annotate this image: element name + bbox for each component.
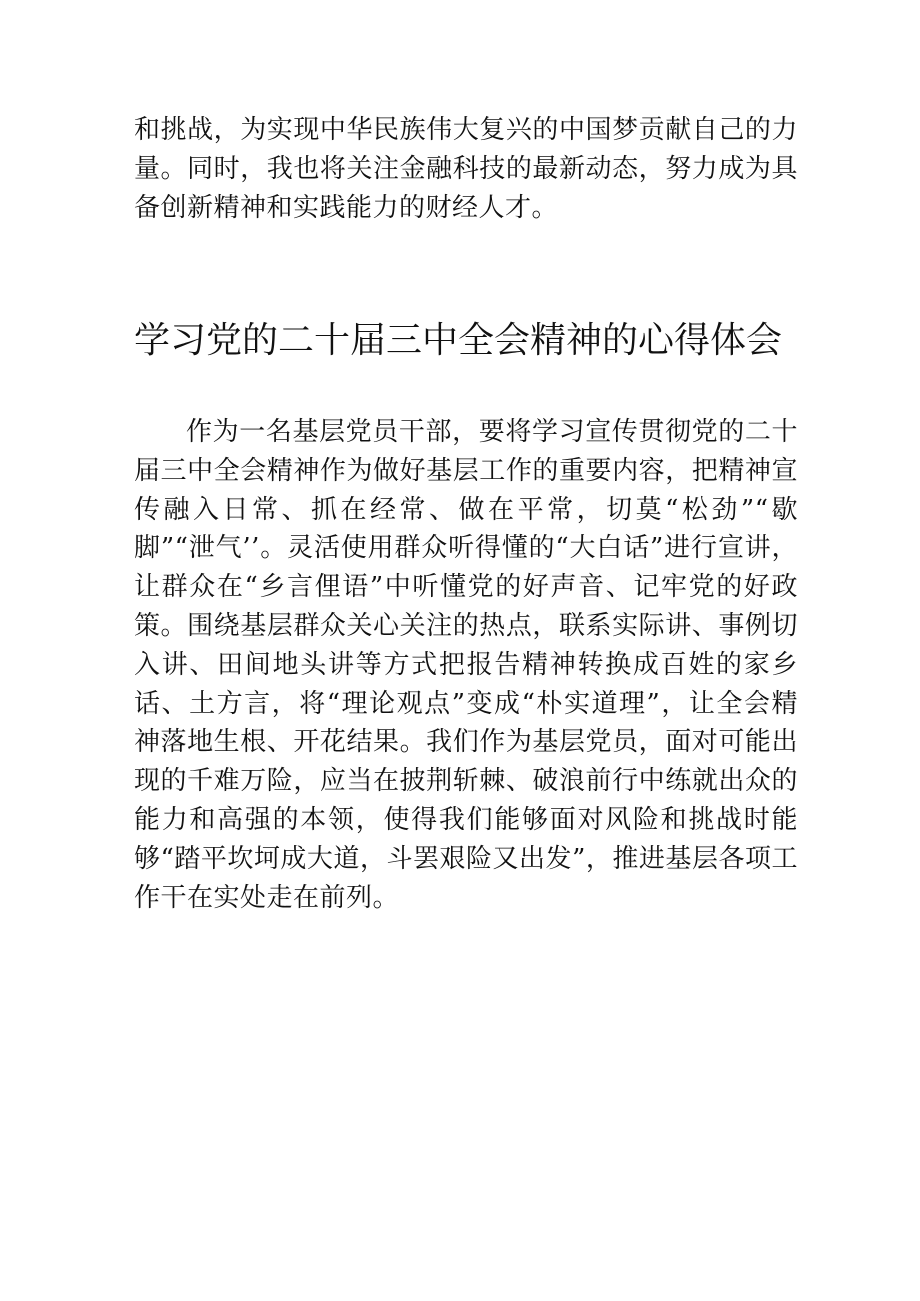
body-paragraph: 作为一名基层党员干部，要将学习宣传贯彻党的二十届三中全会精神作为做好基层工作的重要内容，把精神宣传融入日常、抓在经常、做在平常，切莫“松劲”“歇脚”“泄气’’。灵活使用群众听得懂的“大白话”进行宣讲，让群众在“乡言俚语”中听懂党的好声音、记牢党的好政策。围绕基层群众关心关注的热点，联系实际讲、事例切入讲、田间地头讲等方式把报告精神转换成百姓的家乡话、土方言，将“理论观点”变成“朴实道理”，让全会精神落地生根、开花结果。我们作为基层党员，面对可能出现的千难万险，应当在披荆斩棘、破浪前行中练就出众的能力和高强的本领，使得我们能够面对风险和挑战时能够“踏平坎坷成大道，斗罢艰险又出发”，推进基层各项工作干在实处走在前列。	[134, 417, 798, 913]
continuation-paragraph: 和挑战，为实现中华民族伟大复兴的中国梦贡献自己的力量。同时，我也将关注金融科技的最新动态，努力成为具备创新精神和实践能力的财经人才。	[134, 115, 798, 223]
section-title: 学习党的二十届三中全会精神的心得体会	[134, 320, 783, 361]
